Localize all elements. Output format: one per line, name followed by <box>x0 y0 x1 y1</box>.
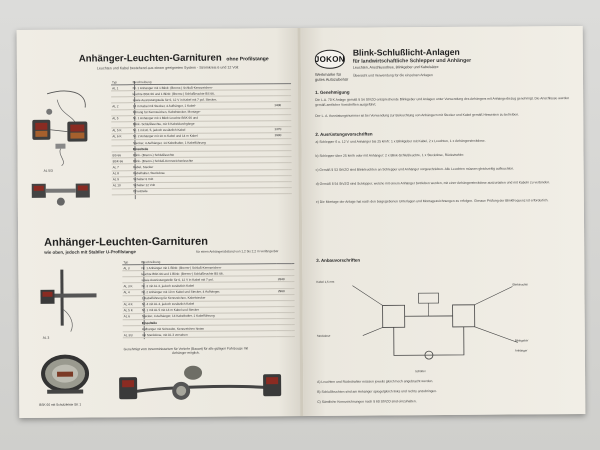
cell-description: Kabel, Stecker <box>132 163 274 170</box>
cell-type: BSK 66 <box>112 158 133 164</box>
tagline-line1: Werkmarke für <box>314 71 342 77</box>
cell-value <box>277 331 291 337</box>
cell-description: Schalter 6 Volt <box>132 175 274 182</box>
cell-type: AL 6 <box>123 314 141 320</box>
cell-type: AL 1 <box>111 85 132 91</box>
section2-title: Anhänger-Leuchten-Garnituren <box>44 235 208 249</box>
cell-value: 2960 <box>277 288 291 294</box>
section1-subtitle: Leuchten und Kabel bestehend aus einem geeigneten System - Stromkreis 6 und 12 Volt <box>96 65 239 71</box>
open-booklet <box>17 26 586 418</box>
cell-type: AL 5 <box>111 115 132 121</box>
col-type: Typ <box>111 79 132 85</box>
cell-description: Nr. 2 Anhänger mit 10 m Kabel und 14 m Kabel <box>132 133 274 140</box>
cell-value: 1900 <box>273 133 288 139</box>
cell-description: Nr. 4 mit AL 4, jedoch zusätzlich Kabel <box>141 300 277 307</box>
section1-title: Anhänger-Leuchten-Garnituren ohne Profilstange <box>78 52 269 65</box>
section2-caption-left: AL 3 <box>42 335 50 340</box>
wiring-diagram <box>342 274 543 375</box>
cell-type <box>112 188 133 194</box>
cell-description: Blink- (Brems-) Schluß-Kennzeichenleuchte <box>132 157 274 164</box>
bsk66-lamp-illustration <box>37 351 93 399</box>
para-anbau-b: B) Schlußleuchten sind am Anhänger spiegelgleich links und rechts anzubringen. <box>317 389 438 394</box>
right-subtitle-line2: Leuchten, Anschlussdose, Blinkgeber und Kabelsätze <box>352 64 439 70</box>
diagram-label-1: Kabel 1,5 mm <box>316 279 335 284</box>
cell-type: AL 2 <box>111 103 132 109</box>
heading-anbau: 3. Anbauvorschriften <box>316 257 361 263</box>
profile-bar-illustration <box>30 263 101 335</box>
cell-type: AL 6 K <box>111 134 132 140</box>
cell-type: AL 4 <box>122 289 140 295</box>
section2-subheading: Einzelteile <box>141 319 277 326</box>
para-anbau-a: A) Leuchten und Rückstrahler müssen jeweils gleich hoch angebracht werden. <box>317 379 434 384</box>
diagram-label-6: Schalter <box>415 369 426 374</box>
cell-description: Schalter 12 Volt <box>132 181 274 188</box>
cell-type: AL 4 K <box>123 301 141 307</box>
cell-type: AL 3 <box>122 265 140 271</box>
tagline <box>315 72 348 83</box>
cell-value: 2640 <box>277 276 291 282</box>
col-type: Typ <box>122 259 140 265</box>
para-anbau-c: C) Sämtliche Kennzeichnungen nach § 60 StVZO sind einzuhalten. <box>317 399 417 404</box>
cell-type: AL 3 K <box>122 283 140 289</box>
tractor-rear-illustration <box>26 175 98 208</box>
lamp-set-illustration <box>27 85 100 168</box>
diagram-label-5: Anhänger <box>514 348 528 353</box>
section1-caption: AL 5/3 <box>43 168 53 173</box>
section1-table <box>111 78 292 195</box>
heading-genehmigung: 1. Genehmigung <box>315 89 350 95</box>
cell-value <box>274 187 289 193</box>
para-ausruestung-c: c) Gemäß § 53 StVZO sind Blinkleuchten an Schlepper und Anhänger vorgeschrieben. Alle Leuchten müssen gleichzeitig aufleuchten. <box>315 166 515 172</box>
section2-table <box>122 258 295 339</box>
right-title: Blink-Schlußlicht-Anlagen <box>352 46 460 58</box>
cell-description: führung für Kennzeichen, Kabelstecker, Montage- <box>132 108 274 115</box>
col-description: Beschreibung <box>132 78 274 85</box>
cell-description: mit Steckdose, mit AL 3 versehen <box>141 331 277 338</box>
jokon-logo: JOKON <box>315 50 345 69</box>
cell-description: Aufhänger mit Schraube, Kennzeichen hinten <box>141 325 277 332</box>
para-genehmigung-2: Der L. A. Ausrüstungsnummer ist bei Verwendung zur Beleuchtung von Anhängern mit Stecker und Kabel gemäß Hinweisen zu betreiben. <box>315 112 520 118</box>
cell-description: Nr. 2 Anhänger mit 10 m Kabel und Stecker, 4 Aufhänger, <box>141 288 277 295</box>
diagram-label-2: Blinkleuchte <box>512 282 529 287</box>
cell-description: Blink- (Brems-) Schlußleuchte <box>132 151 274 158</box>
para-ausruestung-d: d) Gemäß § 54 StVZO sind Schlepper, welche mit einem Anhänger betrieben werden, mit einer Anhängersteckdose auszurüsten und mit Kabeln zu verbinden. <box>315 180 551 186</box>
cell-type: AL 5 K <box>111 128 132 134</box>
cell-value: 1400 <box>273 102 288 108</box>
cell-type: AL 9 <box>112 176 133 182</box>
cell-description: Nr. 1 Anhänger mit 1 Blink-Leuchte BSK 66 und <box>132 114 274 121</box>
cell-description: 1 Kabelführung für Kennzeichen, Kabelstecker <box>141 294 277 301</box>
diagram-label-4: Blinkgeber <box>514 338 529 343</box>
cell-type: AL 3/3 <box>123 332 141 338</box>
cell-description: Nr. 3 mit AL 3, jedoch zusätzlich Kabel <box>141 282 277 289</box>
para-ausruestung-e: e) Die Montage der Anlage hat nach den beigegebenen Unterlagen und Montagezeichnungen zu erfolgen. Genaue Prüfung der Blinkfrequenz ist erforderlich. <box>315 198 549 204</box>
heading-ausruestung: 2. Ausrüstungsvorschriften <box>315 131 373 137</box>
cell-type: AL 5 K <box>123 307 141 313</box>
section1-subheading: Einzelteile <box>132 145 274 152</box>
diagram-label-3: Steckdose <box>316 333 331 338</box>
cell-description: 14 m Kabel mit Stecker, 4 Aufhänger, 1 Kabel- <box>132 102 274 109</box>
cell-type: BS 66 <box>112 152 133 158</box>
cell-description: leuchte BSK 66 und 1 Blink- (Brems-) Schlußleuchte BS 66, <box>140 270 276 277</box>
section1-title-suffix: ohne Profilstange <box>226 56 269 63</box>
cell-description: Stecker, 4 Aufhänger, 14 Kabelhalter, 1 Kabelführung <box>132 139 274 146</box>
cell-description: Stecker, 4 Aufhänger, 14 Kabelhalter, 1 Kabelführung <box>141 313 277 320</box>
tagline-line2: gutes Autozubehör <box>314 76 349 83</box>
para-ausruestung-a: a) Schlepper 6 u. 12 V. und Anhänger bis 25 km/h: 1 x Blinkgeber mit Kabel, 2 x Leuchten, 1 x Anhängersteckdose. <box>315 138 486 144</box>
cell-description: Nr. 1 Anhänger mit 1 Blink- (Brems-) Schluß-Kennzeichen- <box>140 264 276 271</box>
right-intro: Übersicht und Verwendung für die einzelnen Anlagen <box>352 73 433 78</box>
cell-description: Ersatzteile <box>132 187 274 194</box>
right-subtitle <box>353 58 471 70</box>
cell-description: leuchte BSK 66 und 1 Blink- (Brems-) Schlußleuchte BS 66, <box>132 90 274 97</box>
cell-description: sowie Ausrüstungsteile für 6, 12 V in Kabel mit 7 pol. <box>141 276 277 283</box>
section2-note: Genehmigt vom Innenministerium für Verkehr (Bauart) für alle gültigen Fahrzeuge mit Anhänger möglich. <box>123 346 249 356</box>
right-subtitle-line1: für landwirtschaftliche Schlepper und Anhänger <box>352 57 472 65</box>
table-row <box>112 187 292 194</box>
right-page <box>301 26 586 416</box>
cell-value <box>288 187 291 193</box>
cell-description: Nr. 1 mit AL 5 mit 14 m Kabel und Stecker <box>141 307 277 314</box>
para-ausruestung-b: b) Schlepper über 25 km/h oder mit Anhänger: 2 x Blink-Schlußleuchte, 1 x Steckdose, Rückstrahler. <box>315 152 465 158</box>
cell-type: AL 10 <box>112 182 133 188</box>
left-page <box>17 28 302 418</box>
section2-caption-bottom: BSK 66 mit Schutzleiste SK 1 <box>39 402 82 407</box>
cell-type: AL 8 <box>112 170 133 176</box>
section2-subtitle: wie oben, jedoch mit Stabiler U-Profilstange <box>44 249 136 255</box>
table-row <box>123 331 295 338</box>
para-genehmigung: Die L.A. 70 K Anlage gemäß § 54 StVZO entsprechende Blinkgeber und Anlagen unter Verwendung des Anhängers mit Anhängerbezug genehmigt. Die Anschlüsse werden gemäß amtlicher Vorschriften ausgeführt. <box>315 96 570 107</box>
col-description: Beschreibung <box>140 258 276 265</box>
cell-description: Nr. 1 Anhänger mit 1 Blink- (Brems-) Schluß-Kennzeichen- <box>132 84 274 91</box>
cell-description: Kabelhalter, Steckdose <box>132 169 274 176</box>
cell-value <box>291 331 294 337</box>
cell-type: AL 7 <box>112 164 133 170</box>
cell-value: 1370 <box>273 126 288 132</box>
cell-description: Nr. 1 mit Al. 5, jedoch zusätzlich Kabel <box>132 127 274 134</box>
cell-description: Blink- Schlußleuchte, mit 6 Kabeldurchgänge <box>132 120 274 127</box>
profile-bar-with-lamps-illustration <box>115 358 285 407</box>
section2-subtitle-right: für einen Anhängerabstand von 1,2 bis 2,2 m verlängerbar <box>196 249 279 254</box>
cell-description: sowie Ausrüstungsteile für 6, 12 V in Kabel mit 7 pol. Stecker, <box>132 96 274 103</box>
